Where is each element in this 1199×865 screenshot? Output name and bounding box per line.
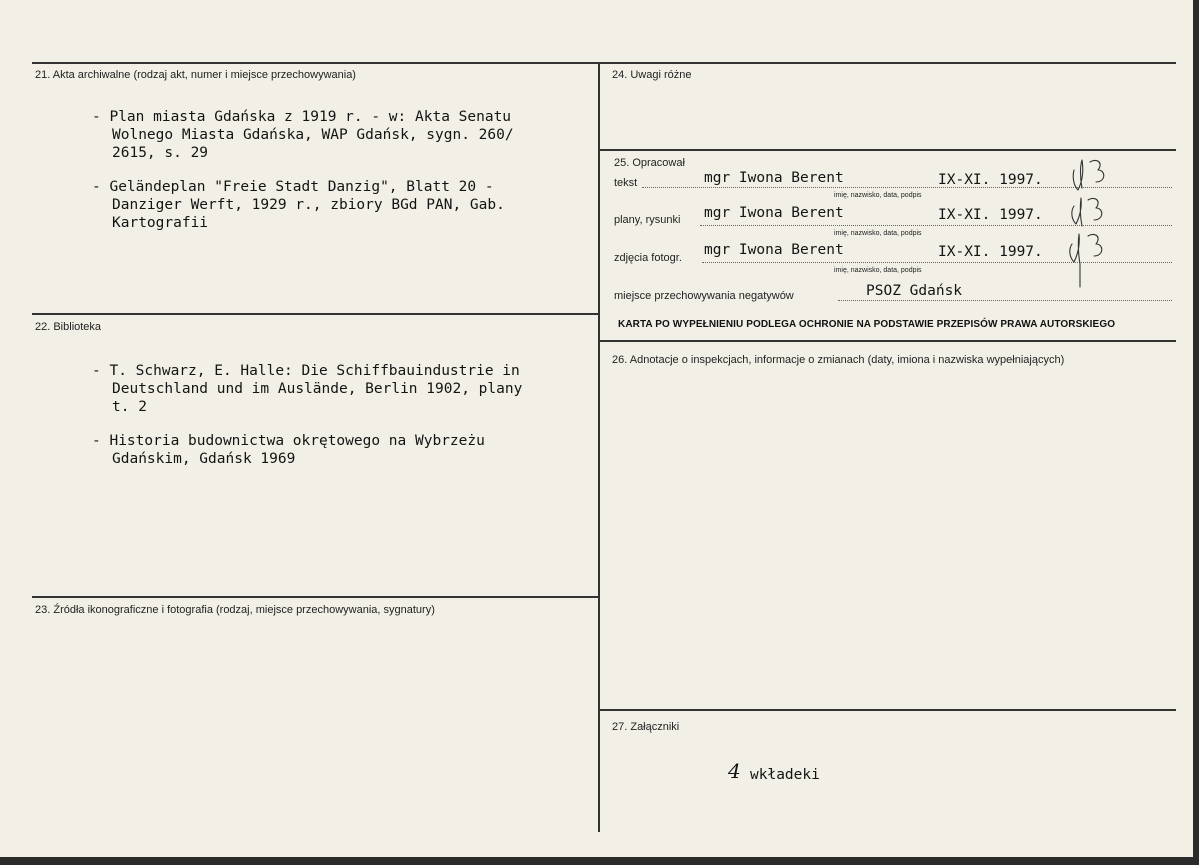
section-26-label: 26. Adnotacje o inspekcjach, informacje o zmianach (daty, imiona i nazwiska wypełniających) — [612, 354, 1065, 366]
plany-caption: imię, nazwisko, data, podpis — [834, 230, 922, 237]
zdjecia-author-name: mgr Iwona Berent — [704, 242, 844, 258]
negatives-value: PSOZ Gdańsk — [866, 283, 963, 299]
section-25-label: 25. Opracował — [614, 157, 685, 169]
rule-26-27 — [600, 709, 1176, 711]
akta-entry-2-line-1: - Geländeplan "Freie Stadt Danzig", Blatt 20 - — [92, 179, 494, 195]
biblioteka-entry-2-line-2: Gdańskim, Gdańsk 1969 — [112, 451, 296, 467]
copyright-note: KARTA PO WYPEŁNIENIU PODLEGA OCHRONIE NA PODSTAWIE PRZEPISÓW PRAWA AUTORSKIEGO — [618, 319, 1116, 330]
zalaczniki-number: 4 — [728, 759, 741, 783]
negatives-dotted-line — [838, 300, 1172, 301]
tekst-author-name: mgr Iwona Berent — [704, 170, 844, 186]
rule-21-22 — [32, 313, 600, 315]
rule-22-23 — [32, 596, 600, 598]
section-21-label: 21. Akta archiwalne (rodzaj akt, numer i miejsce przechowywania) — [35, 69, 356, 81]
biblioteka-entry-1-line-1: - T. Schwarz, E. Halle: Die Schiffbauindustrie in — [92, 363, 520, 379]
zalaczniki-text: wkładeki — [750, 767, 820, 783]
zdjecia-caption: imię, nazwisko, data, podpis — [834, 267, 922, 274]
akta-entry-2-line-2: Danziger Werft, 1929 r., zbiory BGd PAN, Gab. — [112, 197, 505, 213]
akta-entry-1-line-3: 2615, s. 29 — [112, 145, 209, 161]
signature-mark — [1062, 152, 1122, 292]
tekst-date: IX-XI. 1997. — [938, 172, 1043, 188]
section-27-label: 27. Załączniki — [612, 721, 680, 733]
column-divider — [598, 62, 600, 832]
section-23-label: 23. Źródła ikonograficzne i fotografia (rodzaj, miejsce przechowywania, sygnatury) — [35, 604, 435, 616]
tekst-field-label: tekst — [614, 177, 638, 189]
scan-edge-right — [1193, 0, 1199, 865]
section-24-label: 24. Uwagi różne — [612, 69, 692, 81]
tekst-caption: imię, nazwisko, data, podpis — [834, 192, 922, 199]
negatives-label: miejsce przechowywania negatywów — [614, 290, 794, 302]
plany-date: IX-XI. 1997. — [938, 207, 1043, 223]
rule-24-25 — [600, 149, 1176, 151]
zdjecia-date: IX-XI. 1997. — [938, 244, 1043, 260]
biblioteka-entry-1-line-3: t. 2 — [112, 399, 147, 415]
akta-entry-1-line-2: Wolnego Miasta Gdańska, WAP Gdańsk, sygn. 260/ — [112, 127, 514, 143]
section-22-label: 22. Biblioteka — [35, 321, 102, 333]
top-rule — [32, 62, 1176, 64]
akta-entry-1-line-1: - Plan miasta Gdańska z 1919 r. - w: Akta Senatu — [92, 109, 512, 125]
scan-edge-bottom — [0, 857, 1199, 865]
plany-field-label: plany, rysunki — [614, 214, 681, 226]
zdjecia-field-label: zdjęcia fotogr. — [614, 252, 682, 264]
rule-25-26 — [600, 340, 1176, 342]
biblioteka-entry-2-line-1: - Historia budownictwa okrętowego na Wybrzeżu — [92, 433, 485, 449]
akta-entry-2-line-3: Kartografii — [112, 215, 209, 231]
plany-author-name: mgr Iwona Berent — [704, 205, 844, 221]
biblioteka-entry-1-line-2: Deutschland und im Auslände, Berlin 1902, plany — [112, 381, 523, 397]
